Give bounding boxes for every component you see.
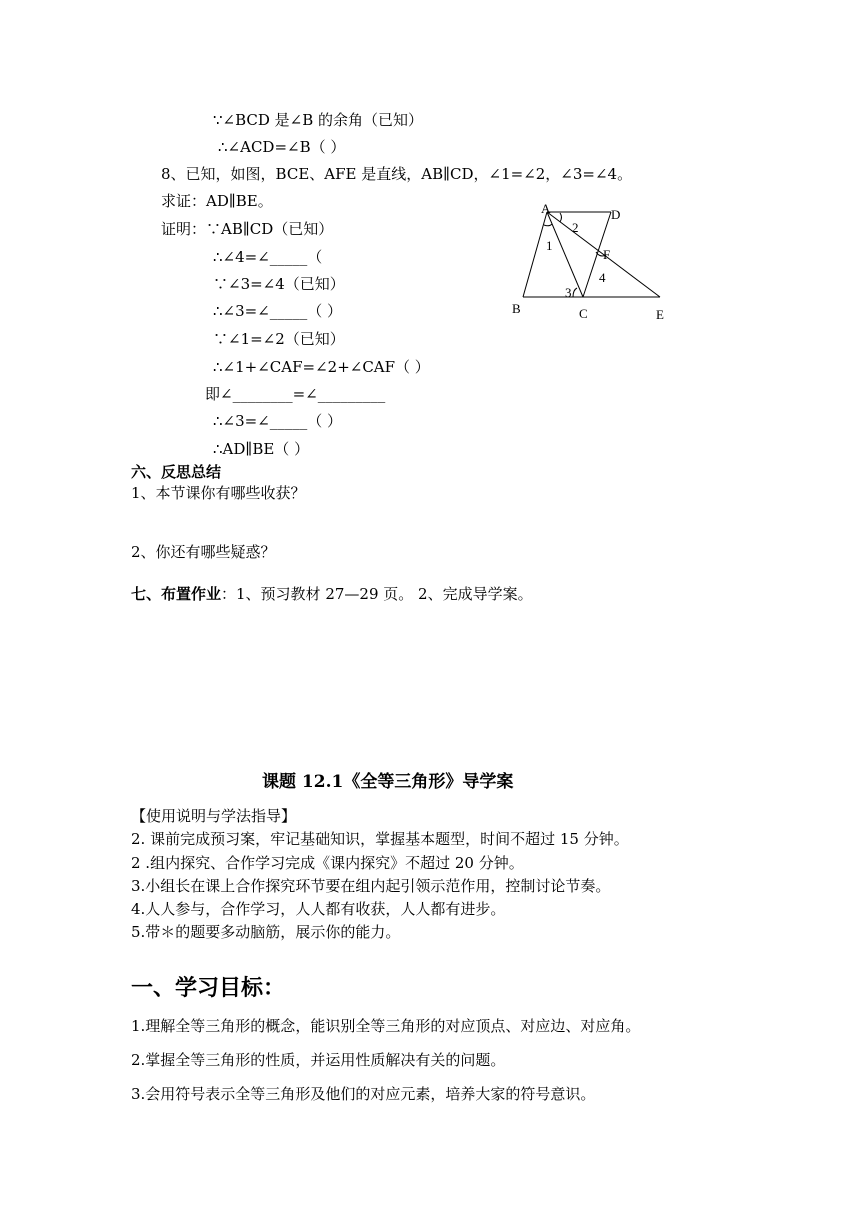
proof-step: ∴∠3=∠_____（ ） bbox=[213, 302, 343, 320]
label-e: E bbox=[656, 307, 664, 322]
usage-item: 3.小组长在课上合作探究环节要在组内起引领示范作用，控制讨论节奏。 bbox=[131, 877, 611, 895]
goals-heading: 一、学习目标： bbox=[131, 975, 286, 1001]
angle-arc-1 bbox=[544, 224, 552, 226]
proof-step: ∵∠3=∠4（已知） bbox=[213, 275, 345, 293]
label-c: C bbox=[579, 306, 588, 321]
label-angle-1: 1 bbox=[546, 238, 553, 253]
problem-8-statement: 8、已知，如图，BCE、AFE 是直线，AB∥CD，∠1=∠2，∠3=∠4。 bbox=[161, 165, 633, 183]
proof-step: ∴∠1+∠CAF=∠2+∠CAF（ ） bbox=[213, 358, 430, 376]
proof-step: ∴AD∥BE（ ） bbox=[213, 440, 310, 458]
label-a: A bbox=[541, 201, 551, 216]
label-angle-2: 2 bbox=[572, 220, 579, 235]
lesson-title: 课题 12.1《全等三角形》导学案 bbox=[262, 772, 514, 792]
usage-item: 2. 课前完成预习案，牢记基础知识，掌握基本题型，时间不超过 15 分钟。 bbox=[131, 830, 629, 848]
reflection-question-2: 2、你还有哪些疑惑？ bbox=[131, 543, 276, 561]
proof-step: 证明：∵AB∥CD（已知） bbox=[161, 220, 334, 238]
goal-item: 2.掌握全等三角形的性质，并运用性质解决有关的问题。 bbox=[131, 1051, 506, 1069]
proof-line-2: ∴∠ACD=∠B（ ） bbox=[218, 138, 346, 156]
label-b: B bbox=[512, 301, 521, 316]
proof-step: ∴∠4=∠_____（ bbox=[213, 248, 323, 266]
problem-8-prove: 求证：AD∥BE。 bbox=[161, 192, 273, 210]
proof-step: ∴∠3=∠_____（ ） bbox=[213, 412, 343, 430]
angle-arc-3 bbox=[573, 288, 577, 297]
usage-heading: 【使用说明与学法指导】 bbox=[131, 807, 297, 825]
angle-arc-2 bbox=[560, 213, 562, 222]
reflection-question-1: 1、本节课你有哪些收获？ bbox=[131, 484, 306, 502]
section-6-heading: 六、反思总结 bbox=[131, 463, 222, 481]
proof-step: 即∠________=∠_________ bbox=[205, 385, 386, 403]
homework-line bbox=[131, 584, 533, 604]
geometry-figure bbox=[505, 200, 685, 325]
section-7-heading: 七、布置作业 bbox=[131, 585, 222, 603]
proof-line-1: ∵∠BCD 是∠B 的余角（已知） bbox=[213, 111, 424, 129]
usage-item: 5.带＊的题要多动脑筋，展示你的能力。 bbox=[131, 923, 401, 941]
usage-item: 2 .组内探究、合作学习完成《课内探究》不超过 20 分钟。 bbox=[131, 854, 524, 872]
label-d: D bbox=[611, 207, 621, 222]
usage-item: 4.人人参与，合作学习，人人都有收获，人人都有进步。 bbox=[131, 900, 506, 918]
label-f: F bbox=[603, 247, 611, 262]
goal-item: 3.会用符号表示全等三角形及他们的对应元素，培养大家的符号意识。 bbox=[131, 1085, 596, 1103]
proof-step: ∵∠1=∠2（已知） bbox=[213, 330, 345, 348]
label-angle-4: 4 bbox=[599, 270, 606, 285]
segment-ab bbox=[523, 212, 547, 297]
goal-item: 1.理解全等三角形的概念，能识别全等三角形的对应顶点、对应边、对应角。 bbox=[131, 1017, 641, 1035]
label-angle-3: 3 bbox=[565, 285, 572, 300]
homework-content: ：1、预习教材 27—29 页。 2、完成导学案。 bbox=[221, 585, 533, 603]
